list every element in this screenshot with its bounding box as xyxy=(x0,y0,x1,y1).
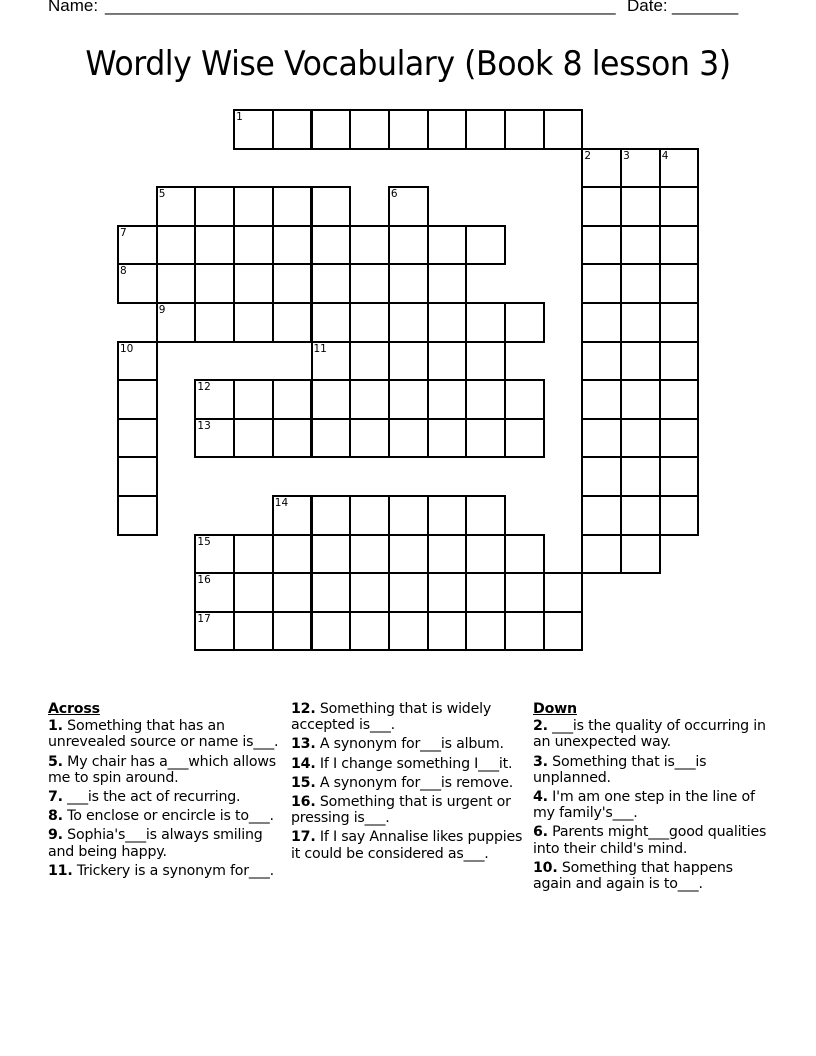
crossword-cell[interactable] xyxy=(581,495,622,536)
crossword-cell[interactable] xyxy=(311,302,352,343)
crossword-cell[interactable] xyxy=(349,534,390,575)
crossword-cell[interactable] xyxy=(504,611,545,652)
crossword-cell[interactable] xyxy=(272,495,313,536)
crossword-cell[interactable] xyxy=(504,572,545,613)
crossword-cell[interactable] xyxy=(349,495,390,536)
clue-across-17: 17. If I say Annalise likes puppies it could be considered as___. xyxy=(291,829,523,862)
crossword-cell[interactable] xyxy=(465,379,506,420)
crossword-cell[interactable] xyxy=(311,495,352,536)
crossword-cell[interactable] xyxy=(388,263,429,304)
crossword-cell[interactable] xyxy=(659,225,700,266)
crossword-cell[interactable] xyxy=(581,418,622,459)
crossword-cell[interactable] xyxy=(543,109,584,150)
crossword-cell[interactable] xyxy=(117,456,158,497)
clue-number: 7 xyxy=(120,226,127,239)
crossword-cell[interactable] xyxy=(233,379,274,420)
crossword-cell[interactable] xyxy=(194,225,235,266)
clue-number: 2 xyxy=(584,149,592,162)
crossword-cell[interactable] xyxy=(620,379,661,420)
crossword-cell[interactable] xyxy=(233,109,274,150)
clue-across-16: 16. Something that is urgent or pressing is___. xyxy=(291,794,511,827)
crossword-cell[interactable] xyxy=(427,418,468,459)
crossword-cell[interactable] xyxy=(465,418,506,459)
crossword-cell[interactable] xyxy=(465,109,506,150)
crossword-cell[interactable] xyxy=(272,302,313,343)
clue-number: 1 xyxy=(236,111,243,123)
crossword-cell[interactable] xyxy=(388,225,429,266)
crossword-cell[interactable] xyxy=(427,263,468,304)
crossword-cell[interactable] xyxy=(117,379,158,420)
crossword-cell[interactable] xyxy=(194,263,235,304)
crossword-cell[interactable] xyxy=(349,302,390,343)
crossword-cell[interactable] xyxy=(388,341,429,382)
crossword-cell[interactable] xyxy=(194,186,235,227)
crossword-cell[interactable] xyxy=(388,186,429,227)
crossword-cell[interactable] xyxy=(349,572,390,613)
crossword-cell[interactable] xyxy=(659,148,700,189)
crossword-cell[interactable] xyxy=(311,186,352,227)
clue-number: 14 xyxy=(274,497,289,509)
down-heading: Down xyxy=(533,701,577,717)
crossword-cell[interactable] xyxy=(233,263,274,304)
crossword-cell[interactable] xyxy=(465,572,506,613)
crossword-cell[interactable] xyxy=(194,534,235,575)
crossword-cell[interactable] xyxy=(388,495,429,536)
crossword-cell[interactable] xyxy=(233,225,274,266)
clue-number: 15 xyxy=(197,535,211,548)
clue-across-1: 1. Something that has an unrevealed source or name is___. xyxy=(48,718,279,751)
clues-column-3 xyxy=(533,701,769,895)
crossword-cell[interactable] xyxy=(233,611,274,652)
crossword-cell[interactable] xyxy=(349,341,390,382)
crossword-cell[interactable] xyxy=(504,109,545,150)
crossword-cell[interactable] xyxy=(388,418,429,459)
crossword-cell[interactable] xyxy=(272,572,313,613)
clue-number: 8 xyxy=(120,265,127,278)
clues-column-2 xyxy=(291,701,527,865)
crossword-cell[interactable] xyxy=(388,379,429,420)
clue-down-6: 6. Parents might___good qualities into their child's mind. xyxy=(533,824,767,857)
crossword-cell[interactable] xyxy=(465,611,506,652)
clue-across-14: 14. If I change something I___it. xyxy=(291,755,513,772)
crossword-cell[interactable] xyxy=(427,109,468,150)
crossword-cell[interactable] xyxy=(311,109,352,150)
clue-down-3: 3. Something that is___is unplanned. xyxy=(533,753,707,786)
crossword-cell[interactable] xyxy=(349,263,390,304)
crossword-cell[interactable] xyxy=(659,263,700,304)
crossword-cell[interactable] xyxy=(427,611,468,652)
crossword-cell[interactable] xyxy=(194,572,235,613)
crossword-cell[interactable] xyxy=(349,379,390,420)
crossword-cell[interactable] xyxy=(233,186,274,227)
crossword-cell[interactable] xyxy=(194,379,235,420)
crossword-cell[interactable] xyxy=(465,302,506,343)
crossword-cell[interactable] xyxy=(465,341,506,382)
crossword-cell[interactable] xyxy=(581,379,622,420)
clue-across-5: 5. My chair has a___which allows me to spin around. xyxy=(48,753,276,786)
clue-number: 17 xyxy=(197,612,211,625)
crossword-cell[interactable] xyxy=(659,186,700,227)
crossword-cell[interactable] xyxy=(581,263,622,304)
crossword-cell[interactable] xyxy=(311,534,352,575)
crossword-cell[interactable] xyxy=(311,379,352,420)
clue-down-10: 10. Something that happens again and again is to___. xyxy=(533,859,733,893)
crossword-cell[interactable] xyxy=(620,263,661,304)
clue-number: 3 xyxy=(623,149,630,162)
crossword-cell[interactable] xyxy=(427,379,468,420)
clue-number: 9 xyxy=(158,304,166,316)
clue-number: 16 xyxy=(197,574,211,587)
crossword-cell[interactable] xyxy=(311,418,352,459)
crossword-cell[interactable] xyxy=(272,418,313,459)
clue-down-2: 2. ___is the quality of occurring in an unexpected way. xyxy=(533,718,766,751)
crossword-cell[interactable] xyxy=(581,302,622,343)
crossword-cell[interactable] xyxy=(543,611,584,652)
date-field[interactable]: _______ xyxy=(672,0,739,15)
crossword-cell[interactable] xyxy=(117,263,158,304)
clue-across-8: 8. To enclose or encircle is to___. xyxy=(48,808,274,825)
crossword-cell[interactable] xyxy=(504,418,545,459)
clue-down-4: 4. I'm am one step in the line of my family's___. xyxy=(533,789,755,822)
crossword-cell[interactable] xyxy=(311,572,352,613)
crossword-cell[interactable] xyxy=(581,534,622,575)
crossword-cell[interactable] xyxy=(117,418,158,459)
crossword-cell[interactable] xyxy=(117,495,158,536)
name-label: Name: xyxy=(48,0,99,15)
crossword-cell[interactable] xyxy=(311,225,352,266)
crossword-cell[interactable] xyxy=(620,302,661,343)
crossword-cell[interactable] xyxy=(543,572,584,613)
crossword-cell[interactable] xyxy=(349,611,390,652)
crossword-cell[interactable] xyxy=(272,534,313,575)
crossword-cell[interactable] xyxy=(620,418,661,459)
across-heading: Across xyxy=(48,701,100,717)
clue-number: 6 xyxy=(390,188,398,201)
crossword-cell[interactable] xyxy=(388,572,429,613)
crossword-cell[interactable] xyxy=(659,456,700,497)
clue-number: 12 xyxy=(197,381,211,394)
crossword-cell[interactable] xyxy=(233,572,274,613)
crossword-cell[interactable] xyxy=(581,186,622,227)
crossword-cell[interactable] xyxy=(427,572,468,613)
crossword-cell[interactable] xyxy=(156,263,197,304)
crossword-cell[interactable] xyxy=(233,534,274,575)
crossword-cell[interactable] xyxy=(659,418,700,459)
crossword-cell[interactable] xyxy=(504,534,545,575)
crossword-cell[interactable] xyxy=(233,302,274,343)
crossword-cell[interactable] xyxy=(156,302,197,343)
crossword-cell[interactable] xyxy=(659,341,700,382)
date-label: Date: xyxy=(627,0,668,15)
crossword-cell[interactable] xyxy=(388,611,429,652)
crossword-cell[interactable] xyxy=(620,148,661,189)
clues-column-1 xyxy=(48,701,280,882)
crossword-cell[interactable] xyxy=(659,495,700,536)
clue-number: 4 xyxy=(661,149,669,162)
crossword-cell[interactable] xyxy=(311,263,352,304)
crossword-cell[interactable] xyxy=(272,186,313,227)
crossword-cell[interactable] xyxy=(233,418,274,459)
clue-across-11: 11. Trickery is a synonym for___. xyxy=(48,862,274,879)
clue-across-13: 13. A synonym for___is album. xyxy=(291,736,504,753)
crossword-cell[interactable] xyxy=(504,379,545,420)
crossword-cell[interactable] xyxy=(427,495,468,536)
crossword-cell[interactable] xyxy=(581,341,622,382)
clue-number: 13 xyxy=(197,419,211,432)
crossword-cell[interactable] xyxy=(659,302,700,343)
crossword-cell[interactable] xyxy=(156,186,197,227)
clue-across-9: 9. Sophia's___is always smiling and being happy. xyxy=(48,827,263,860)
clue-number: 10 xyxy=(120,342,134,355)
clue-across-12: 12. Something that is widely accepted is___. xyxy=(291,701,492,734)
crossword-cell[interactable] xyxy=(272,109,313,150)
crossword-cell[interactable] xyxy=(194,611,235,652)
crossword-cell[interactable] xyxy=(465,495,506,536)
crossword-cell[interactable] xyxy=(620,341,661,382)
crossword-cell[interactable] xyxy=(349,225,390,266)
name-field[interactable]: ______________________________________________________ xyxy=(105,0,616,15)
crossword-cell[interactable] xyxy=(620,534,661,575)
crossword-cell[interactable] xyxy=(117,341,158,382)
clue-across-15: 15. A synonym for___is remove. xyxy=(291,774,514,791)
crossword-cell[interactable] xyxy=(504,302,545,343)
crossword-cell[interactable] xyxy=(156,225,197,266)
crossword-cell[interactable] xyxy=(427,225,468,266)
crossword-cell[interactable] xyxy=(659,379,700,420)
crossword-cell[interactable] xyxy=(465,534,506,575)
crossword-cell[interactable] xyxy=(311,611,352,652)
crossword-cell[interactable] xyxy=(388,109,429,150)
crossword-cell[interactable] xyxy=(581,225,622,266)
crossword-cell[interactable] xyxy=(194,302,235,343)
crossword-cell[interactable] xyxy=(581,148,622,189)
crossword-cell[interactable] xyxy=(272,225,313,266)
crossword-cell[interactable] xyxy=(311,341,352,382)
crossword-cell[interactable] xyxy=(620,225,661,266)
crossword-cell[interactable] xyxy=(427,302,468,343)
crossword-cell[interactable] xyxy=(117,225,158,266)
crossword-cell[interactable] xyxy=(620,456,661,497)
clue-number: 11 xyxy=(313,342,327,355)
clue-number: 5 xyxy=(158,188,166,201)
crossword-cell[interactable] xyxy=(388,302,429,343)
crossword-cell[interactable] xyxy=(620,495,661,536)
page-title: Wordly Wise Vocabulary (Book 8 lesson 3) xyxy=(85,44,731,84)
crossword-cell[interactable] xyxy=(427,341,468,382)
crossword-cell[interactable] xyxy=(272,379,313,420)
crossword-cell[interactable] xyxy=(272,263,313,304)
clue-across-7: 7. ___is the act of recurring. xyxy=(48,789,241,806)
crossword-cell[interactable] xyxy=(620,186,661,227)
crossword-cell[interactable] xyxy=(388,534,429,575)
crossword-cell[interactable] xyxy=(194,418,235,459)
crossword-cell[interactable] xyxy=(349,418,390,459)
crossword-cell[interactable] xyxy=(581,456,622,497)
crossword-cell[interactable] xyxy=(427,534,468,575)
crossword-cell[interactable] xyxy=(465,225,506,266)
crossword-cell[interactable] xyxy=(272,611,313,652)
crossword-cell[interactable] xyxy=(349,109,390,150)
